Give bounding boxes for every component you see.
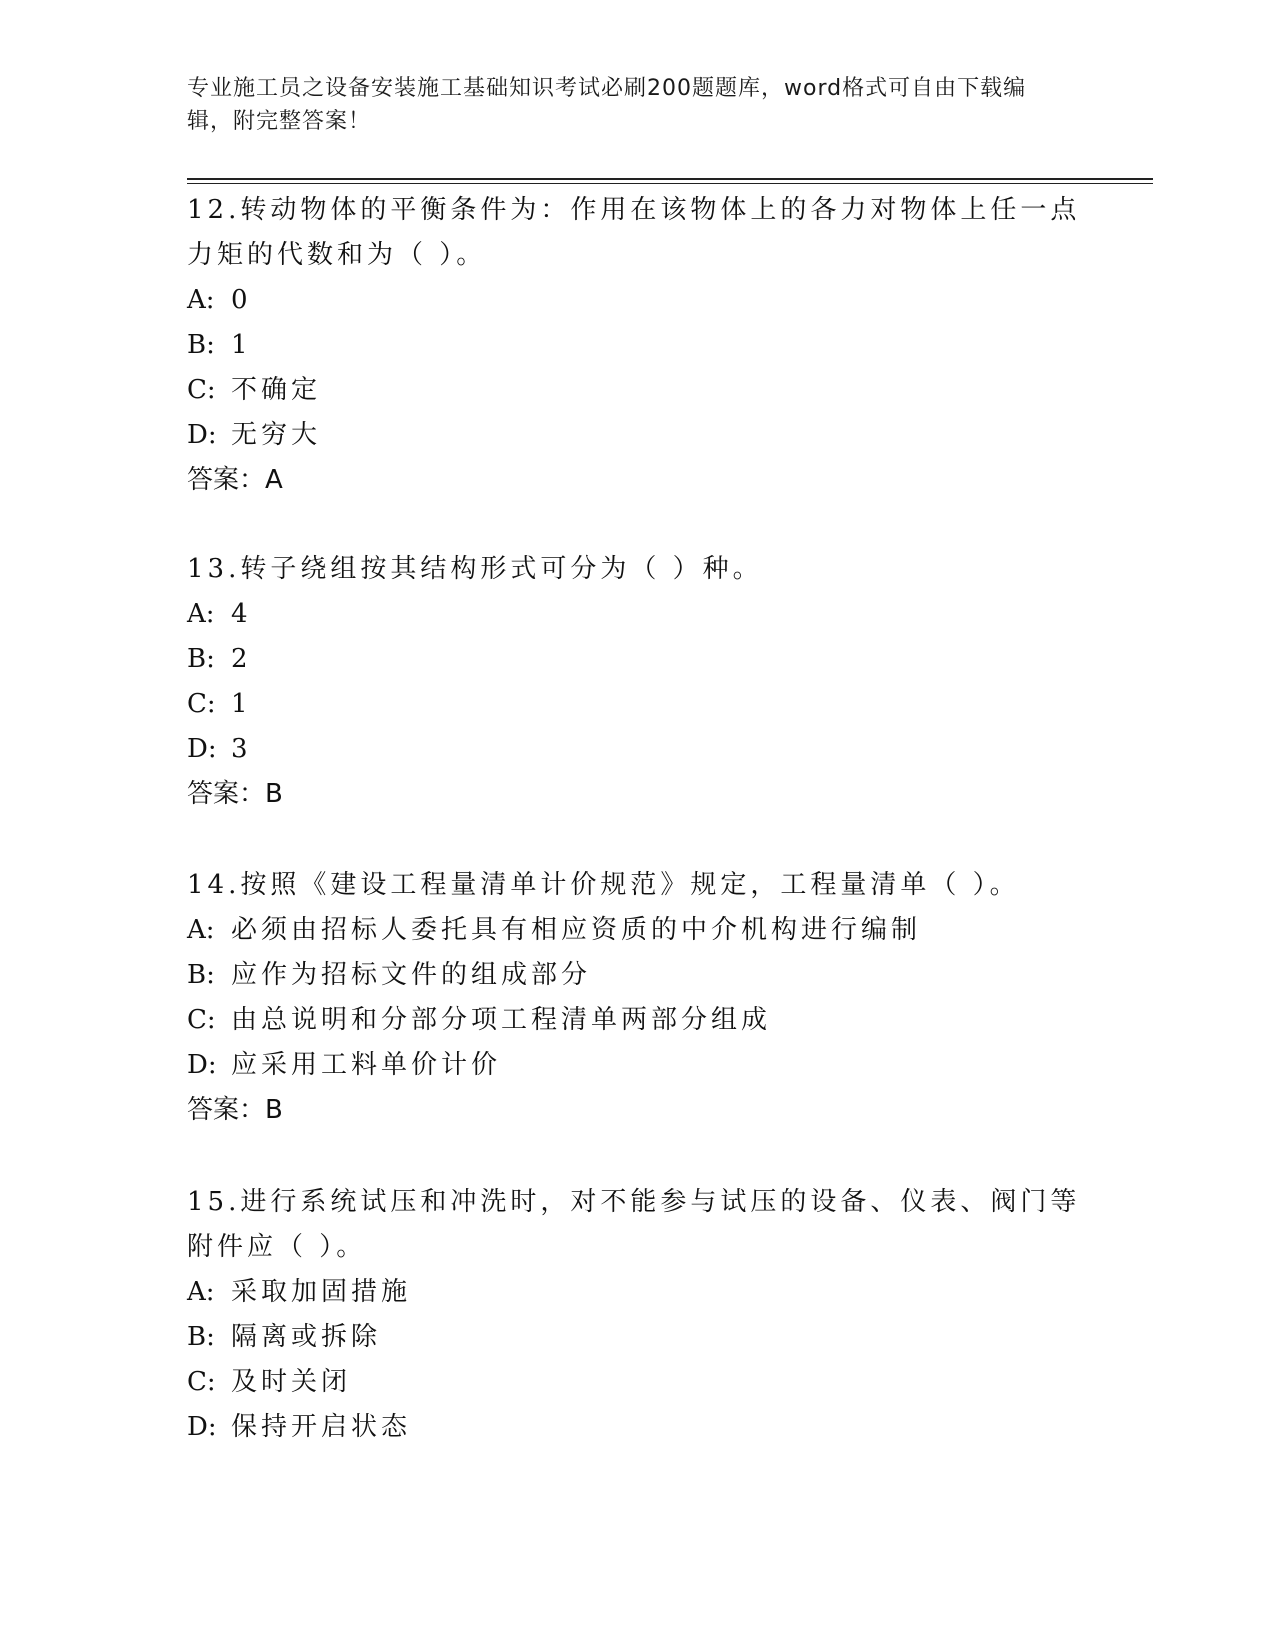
option-text: 不确定 [231,375,322,405]
option-text: 2 [231,644,252,674]
option-letter: C: [187,689,216,719]
option-letter: D: [187,1412,217,1442]
option-letter: D: [187,420,217,450]
document-header: 专业施工员之设备安装施工基础知识考试必刷200题题库，word格式可自由下载编辑，附完整答案！ [187,76,1027,134]
option-c [187,682,1087,727]
option-text: 由总说明和分部分项工程清单两部分组成 [231,1005,772,1035]
option-a [187,592,1087,637]
header-divider-thick [187,178,1153,180]
option-d [187,727,1087,772]
question-12 [187,188,1087,503]
option-text: 1 [231,330,252,360]
answer-line: 答案：B [187,779,283,809]
question-13 [187,547,1087,817]
option-text: 0 [231,285,252,315]
option-d [187,1043,1087,1088]
option-c [187,1360,1087,1405]
option-d [187,1405,1087,1450]
option-text: 无穷大 [231,420,322,450]
option-text: 采取加固措施 [231,1277,412,1307]
option-text: 1 [231,689,252,719]
option-letter: D: [187,734,217,764]
answer-line: 答案：B [187,1095,283,1125]
option-text: 隔离或拆除 [231,1322,382,1352]
question-stem: 15.进行系统试压和冲洗时，对不能参与试压的设备、仪表、阀门等附件应（ ）。 [187,1187,1081,1262]
header-divider-thin [187,183,1153,184]
option-text: 及时关闭 [231,1367,352,1397]
question-stem: 12.转动物体的平衡条件为：作用在该物体上的各力对物体上任一点力矩的代数和为（ ）。 [187,195,1081,270]
option-text: 保持开启状态 [231,1412,412,1442]
option-letter: B: [187,644,215,674]
option-letter: A: [187,285,215,315]
question-14 [187,863,1087,1133]
option-letter: C: [187,1367,216,1397]
option-text: 应采用工料单价计价 [231,1050,502,1080]
question-stem: 14.按照《建设工程量清单计价规范》规定，工程量清单（ ）。 [187,870,1020,900]
option-b [187,637,1087,682]
option-c [187,998,1087,1043]
option-b [187,323,1087,368]
option-d [187,413,1087,458]
answer-line: 答案：A [187,465,283,495]
option-b [187,953,1087,998]
option-b [187,1315,1087,1360]
option-letter: A: [187,915,215,945]
question-15 [187,1180,1087,1450]
option-letter: C: [187,1005,216,1035]
option-letter: B: [187,1322,215,1352]
option-letter: A: [187,1277,215,1307]
option-letter: D: [187,1050,217,1080]
option-text: 必须由招标人委托具有相应资质的中介机构进行编制 [231,915,922,945]
option-text: 3 [231,734,252,764]
option-a [187,1270,1087,1315]
option-letter: B: [187,330,215,360]
option-letter: C: [187,375,216,405]
option-letter: B: [187,960,215,990]
option-a [187,278,1087,323]
option-letter: A: [187,599,215,629]
option-text: 应作为招标文件的组成部分 [231,960,592,990]
option-c [187,368,1087,413]
question-stem: 13.转子绕组按其结构形式可分为（ ）种。 [187,554,763,584]
option-a [187,908,1087,953]
option-text: 4 [231,599,252,629]
